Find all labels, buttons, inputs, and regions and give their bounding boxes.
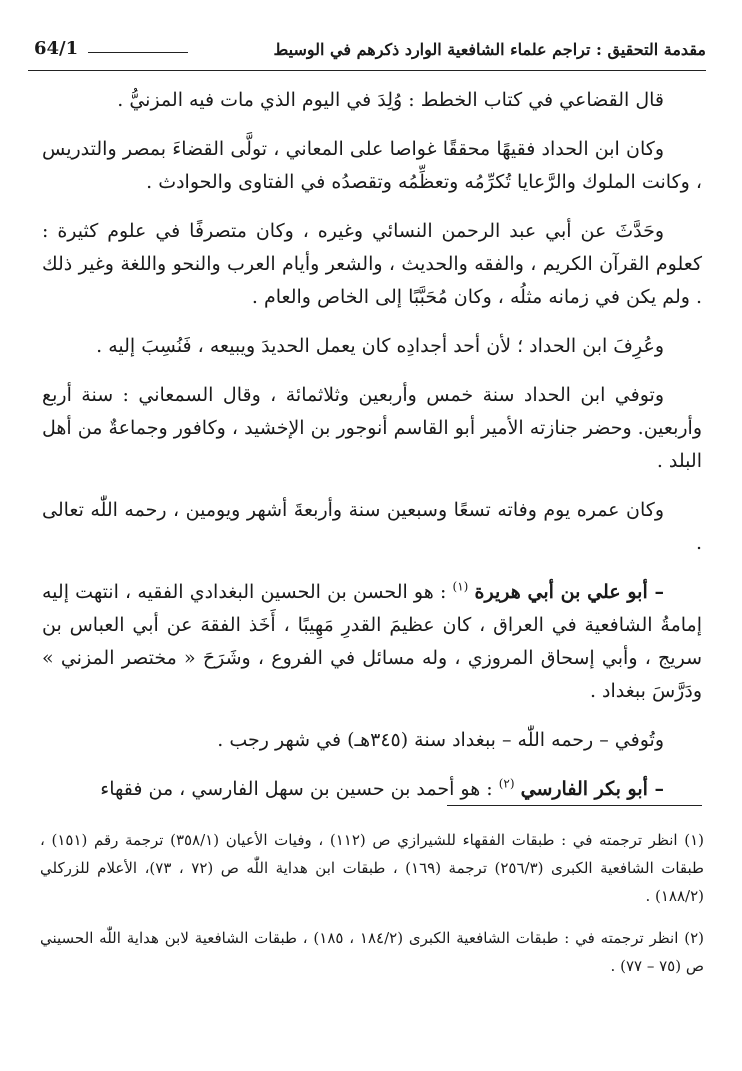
paragraph-text: : هو أحمد بن حسين بن سهل الفارسي ، من فقهاء bbox=[100, 778, 499, 800]
paragraph-text: وتُوفي – رحمه اللّٰه – ببغداد سنة (٣٤٥هـ) في شهر رجب . bbox=[217, 729, 664, 751]
biography-entry bbox=[42, 576, 702, 708]
footnote-text: (٢) انظر ترجمته في : طبقات الشافعية الكبرى (١٨٤/٢ ، ١٨٥) ، طبقات الشافعية لابن هداية اللّٰه الحسيني ص (٧٥ – ٧٧) . bbox=[40, 929, 704, 975]
biography-entry bbox=[42, 773, 702, 806]
footnote bbox=[40, 924, 704, 980]
paragraph bbox=[42, 133, 702, 199]
paragraph bbox=[42, 379, 702, 478]
main-text bbox=[42, 84, 702, 822]
paragraph bbox=[42, 330, 702, 363]
paragraph-text: : هو الحسن بن الحسين البغدادي الفقيه ، انتهت إليه إمامةُ الشافعية في العراق ، كان عظيمَ القدرِ مَهِيبًا ، أَخَذ الفقهَ عن أبي العباس بن سريج ، وأبي إسحاق المروزي ، وله مسائل في الفروع ، وشَرَحَ « مختصر المزني » ودَرَّسَ ببغداد . bbox=[42, 581, 702, 702]
footnote-ref[interactable]: (٢) bbox=[498, 776, 515, 791]
paragraph-text: وكان ابن الحداد فقيهًا محققًا غواصا على المعاني ، تولَّى القضاءَ بمصر والتدريس ، وكانت الملوك والرَّعايا تُكرِّمُه وتعظِّمُه وتقصدُه في الفتاوى والحوادث . bbox=[42, 138, 702, 193]
paragraph-text: وحَدَّثَ عن أبي عبد الرحمن النسائي وغيره ، وكان متصرفًا في علوم كثيرة : كعلوم القرآن الكريم ، والفقه والحديث ، والشعر وأيام العرب والنحو واللغة وغير ذلك . ولم يكن في زمانه مثلُه ، وكان مُحَبَّبًا إلى الخاص والعام . bbox=[42, 220, 702, 308]
header-dash bbox=[88, 52, 188, 53]
footnote-ref[interactable]: (١) bbox=[452, 579, 469, 594]
paragraph-text: وعُرِفَ ابن الحداد ؛ لأن أحد أجدادِه كان يعمل الحديدَ ويبيعه ، فَنُسِبَ إليه . bbox=[96, 335, 664, 357]
entry-heading: – أبو علي بن أبي هريرة bbox=[474, 581, 664, 603]
footnote-divider bbox=[447, 805, 702, 806]
paragraph-text: وتوفي ابن الحداد سنة خمس وأربعين وثلاثمائة ، وقال السمعاني : سنة أربع وأربعين. وحضر جنازته الأمير أبو القاسم أنوجور بن الإخشيد ، وكافور وجماعةٌ من أهل البلد . bbox=[42, 384, 702, 472]
paragraph-text: قال القضاعي في كتاب الخطط : وُلِدَ في اليوم الذي مات فيه المزنيُّ . bbox=[117, 89, 664, 111]
paragraph bbox=[42, 215, 702, 314]
entry-heading: – أبو بكر الفارسي bbox=[520, 778, 664, 800]
running-header bbox=[28, 36, 706, 71]
paragraph bbox=[42, 84, 702, 117]
paragraph-text: وكان عمره يوم وفاته تسعًا وسبعين سنة وأربعةَ أشهر ويومين ، رحمه اللّٰه تعالى . bbox=[42, 499, 702, 554]
paragraph bbox=[42, 724, 702, 757]
paragraph bbox=[42, 494, 702, 560]
footnotes bbox=[40, 826, 704, 994]
running-title: مقدمة التحقيق : تراجم علماء الشافعية الوارد ذكرهم في الوسيط bbox=[273, 40, 706, 59]
footnote-text: (١) انظر ترجمته في : طبقات الفقهاء للشيرازي ص (١١٢) ، وفيات الأعيان (٣٥٨/١) ترجمة رقم (١٥١) ، طبقات الشافعية الكبرى (٢٥٦/٣) ترجمة (١٦٩) ، طبقات ابن هداية اللّٰه ص (٧٢ ، ٧٣)، الأعلام للزركلي (١٨٨/٢) . bbox=[40, 831, 704, 905]
page-number: 64/1 bbox=[34, 38, 79, 59]
footnote bbox=[40, 826, 704, 910]
